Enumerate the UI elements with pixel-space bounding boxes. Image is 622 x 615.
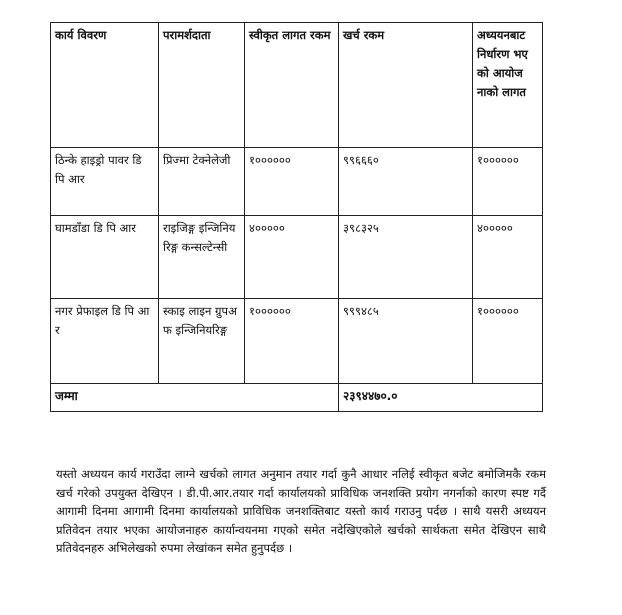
total-label: जम्मा bbox=[51, 384, 339, 412]
cell-work: घामडाँडा डि पि आर bbox=[51, 216, 159, 299]
cost-table bbox=[50, 22, 543, 412]
table-row bbox=[51, 216, 543, 299]
table-row bbox=[51, 148, 543, 216]
header-determined-cost: अध्ययनबाट निर्धारण भएको आयोजनाको लागत bbox=[473, 23, 543, 148]
table-row bbox=[51, 299, 543, 384]
header-expense-amount: खर्च रकम bbox=[339, 23, 473, 148]
cell-approved: ४००००० bbox=[245, 216, 339, 299]
table-header-row bbox=[51, 23, 543, 148]
header-work-description: कार्य विवरण bbox=[51, 23, 159, 148]
header-consultant: परामर्शदाता bbox=[159, 23, 245, 148]
cell-determined: १०००००० bbox=[473, 299, 543, 384]
cell-expense: ३९८३२५ bbox=[339, 216, 473, 299]
cell-consultant: राइजिङ्ग इन्जिनियरिङ्ग कन्सल्टेन्सी bbox=[159, 216, 245, 299]
header-approved-cost: स्वीकृत लागत रकम bbox=[245, 23, 339, 148]
cell-expense: ९९६६६० bbox=[339, 148, 473, 216]
cell-consultant: स्काइ लाइन ग्रुपअफ इन्जिनियरिङ्ग bbox=[159, 299, 245, 384]
cell-approved: १०००००० bbox=[245, 148, 339, 216]
total-row bbox=[51, 384, 543, 412]
cell-approved: १०००००० bbox=[245, 299, 339, 384]
cell-work: ठिन्के हाइड्रो पावर डि पि आर bbox=[51, 148, 159, 216]
total-value: २३९४४७०.० bbox=[339, 384, 543, 412]
audit-paragraph: यस्तो अध्ययन कार्य गराउँदा लाग्ने खर्चको लागत अनुमान तयार गर्दा कुनै आधार नलिई स्वीकृत बजेट बमोजिमकै रकम खर्च गरेको उपयुक्त देखिएन । डी.पी.आर.तयार गर्दा कार्यालयको प्राविधिक जनशक्ति प्रयोग नगर्नाको कारण स्पष्ट गर्दै आगामी दिनमा आगामी दिनमा कार्यालयको प्राविधिक जनशक्तिबाट यस्तो कार्य गराउनु पर्दछ । साथै यसरी अध्ययन प्रतिवेदन तयार भएका आयोजनाहरु कार्यान्वयनमा गएको समेत नदेखिएकोले खर्चको सार्थकता समेत देखिएन साथै प्रतिवेदनहरु अभिलेखको रुपमा लेखांकन समेत हुनुपर्दछ । bbox=[56, 467, 546, 555]
cell-determined: ४००००० bbox=[473, 216, 543, 299]
cell-work: नगर प्रेफाइल डि पि आर bbox=[51, 299, 159, 384]
cell-determined: १०००००० bbox=[473, 148, 543, 216]
cell-consultant: प्रिज्मा टेक्नेलेजी bbox=[159, 148, 245, 216]
cell-expense: ९९९४८५ bbox=[339, 299, 473, 384]
